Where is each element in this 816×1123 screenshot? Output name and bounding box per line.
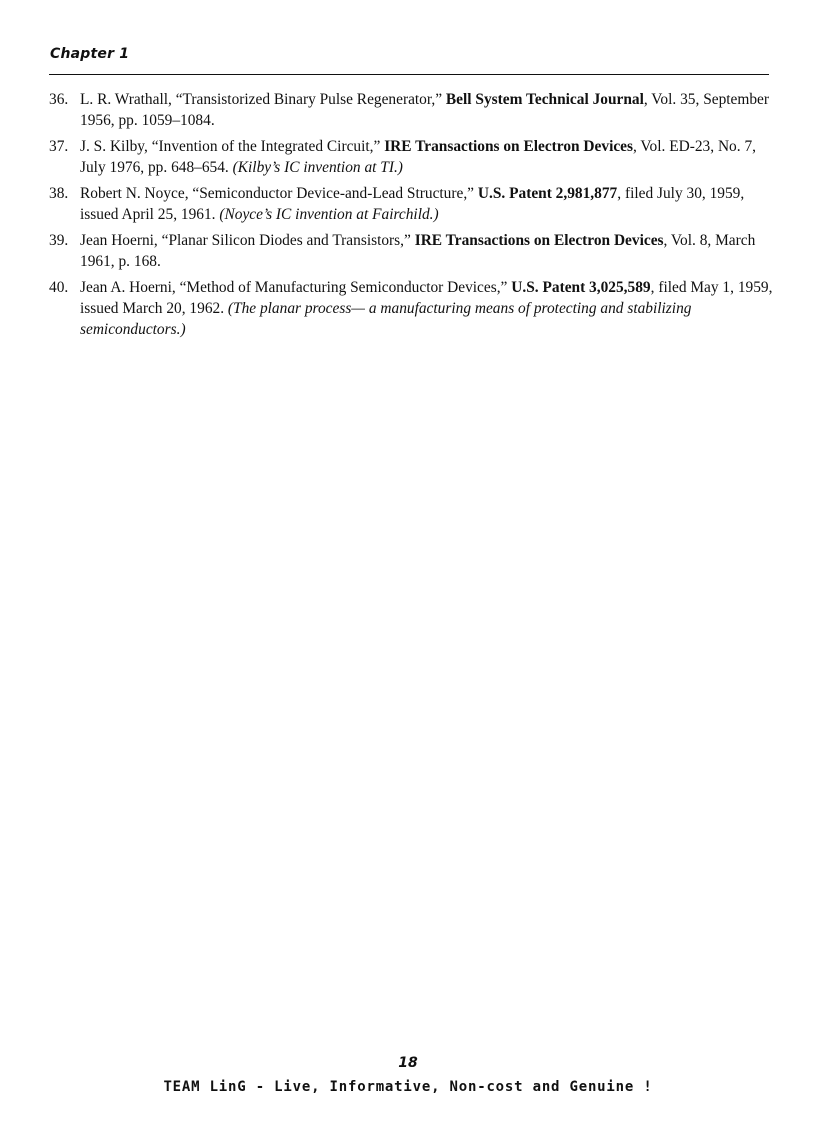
reference-note: (Kilby’s IC invention at TI.) bbox=[232, 159, 403, 176]
reference-source: IRE Transactions on Electron Devices bbox=[414, 232, 664, 249]
reference-source: Bell System Technical Journal bbox=[445, 91, 644, 108]
footer-watermark-text: TEAM LinG - Live, Informative, Non-cost and Genuine ! bbox=[163, 1079, 653, 1095]
reference-source: U.S. Patent 2,981,877 bbox=[477, 185, 618, 202]
reference-details: , filed May 1, 1959, issued March 20, 1962. bbox=[80, 279, 773, 317]
reference-number: 40. bbox=[49, 279, 69, 296]
reference-citation: Jean A. Hoerni, “Method of Manufacturing Semiconductor Devices,” bbox=[80, 279, 512, 296]
reference-citation: Robert N. Noyce, “Semiconductor Device-and-Lead Structure,” bbox=[80, 185, 478, 202]
reference-note: (The planar process— a manufacturing means of protecting and stabilizing semiconductors.) bbox=[80, 300, 692, 338]
reference-citation: J. S. Kilby, “Invention of the Integrated Circuit,” bbox=[80, 138, 385, 155]
reference-details: , Vol. 8, March 1961, p. 168. bbox=[80, 232, 756, 270]
reference-citation: L. R. Wrathall, “Transistorized Binary Pulse Regenerator,” bbox=[80, 91, 446, 108]
reference-item bbox=[49, 89, 775, 131]
reference-list bbox=[49, 89, 775, 345]
reference-number: 36. bbox=[49, 91, 69, 108]
reference-number: 39. bbox=[49, 232, 69, 249]
header-rule bbox=[49, 74, 769, 75]
chapter-header: Chapter 1 bbox=[50, 46, 130, 62]
reference-citation: Jean Hoerni, “Planar Silicon Diodes and Transistors,” bbox=[80, 232, 415, 249]
reference-details: , Vol. ED-23, No. 7, July 1976, pp. 648–654. bbox=[80, 138, 756, 176]
reference-item bbox=[49, 277, 775, 340]
reference-details: , Vol. 35, September 1956, pp. 1059–1084. bbox=[80, 91, 770, 129]
reference-source: IRE Transactions on Electron Devices bbox=[384, 138, 633, 155]
reference-item bbox=[49, 183, 775, 225]
reference-item bbox=[49, 230, 775, 272]
reference-number: 38. bbox=[49, 185, 69, 202]
reference-source: U.S. Patent 3,025,589 bbox=[511, 279, 651, 296]
reference-note: (Noyce’s IC invention at Fairchild.) bbox=[219, 206, 439, 223]
reference-details: , filed July 30, 1959, issued April 25, 1961. bbox=[80, 185, 745, 223]
page-number: 18 bbox=[398, 1055, 418, 1071]
reference-item bbox=[49, 136, 775, 178]
reference-number: 37. bbox=[49, 138, 69, 155]
